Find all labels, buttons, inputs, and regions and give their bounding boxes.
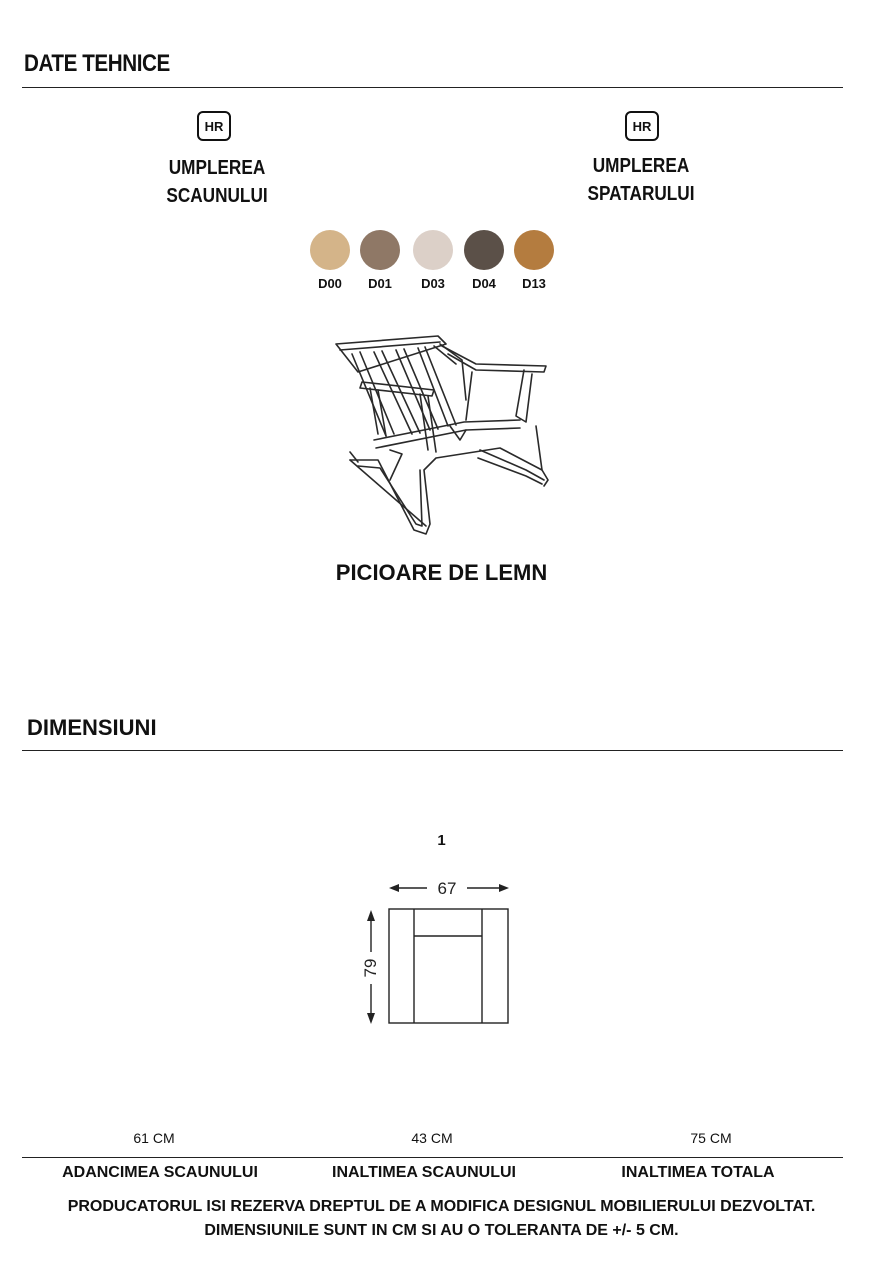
seat-fill-label-line2: SCAUNULUI [166,185,268,207]
section-divider [22,87,843,88]
finish-swatch-d13[interactable] [514,230,554,270]
seat-fill-label-line1: UMPLEREA [168,157,266,179]
depth-dimension: 79 [361,958,380,978]
disclaimer-line2: DIMENSIUNILE SUNT IN CM SI AU O TOLERANTA DE +/- 5 CM. [204,1222,679,1239]
finish-swatch-d01[interactable] [360,230,400,270]
back-fill-label [555,152,727,208]
section-title-dimensions: DIMENSIUNI [27,715,157,740]
chair-top-view-diagram [355,870,525,1030]
back-fill-label-line1: UMPLEREA [592,155,690,177]
measure-caption-seat-depth: ADANCIMEA SCAUNULUI [62,1164,258,1181]
legs-label: PICIOARE DE LEMN [335,560,548,585]
disclaimer-line1: PRODUCATORUL ISI REZERVA DREPTUL DE A MODIFICA DESIGNUL MOBILIERULUI DEZVOLTAT. [67,1198,816,1215]
seat-fill-badge-icon: HR [197,111,231,141]
width-dimension: 67 [437,879,457,898]
section-title-technical: DATE TEHNICE [24,50,170,77]
measure-value-seat-depth: 61 CM [133,1130,175,1146]
measures-divider [22,1157,843,1158]
finish-code-d13: D13 [522,276,546,291]
measure-value-seat-height: 43 CM [411,1130,453,1146]
finish-code-d03: D03 [421,276,445,291]
seat-fill-label [131,154,303,210]
rocking-chair-illustration [330,330,555,545]
finish-code-d04: D04 [472,276,496,291]
finish-swatch-d04[interactable] [464,230,504,270]
back-fill-badge-icon: HR [625,111,659,141]
finish-swatch-d00[interactable] [310,230,350,270]
finish-code-d00: D00 [318,276,342,291]
measure-value-total-height: 75 CM [690,1130,732,1146]
section-divider [22,750,843,751]
finish-swatch-d03[interactable] [413,230,453,270]
measure-caption-seat-height: INALTIMEA SCAUNULUI [332,1164,516,1181]
finish-code-d01: D01 [368,276,392,291]
measure-caption-total-height: INALTIMEA TOTALA [621,1164,775,1181]
module-number: 1 [437,832,446,849]
back-fill-label-line2: SPATARULUI [587,183,695,205]
